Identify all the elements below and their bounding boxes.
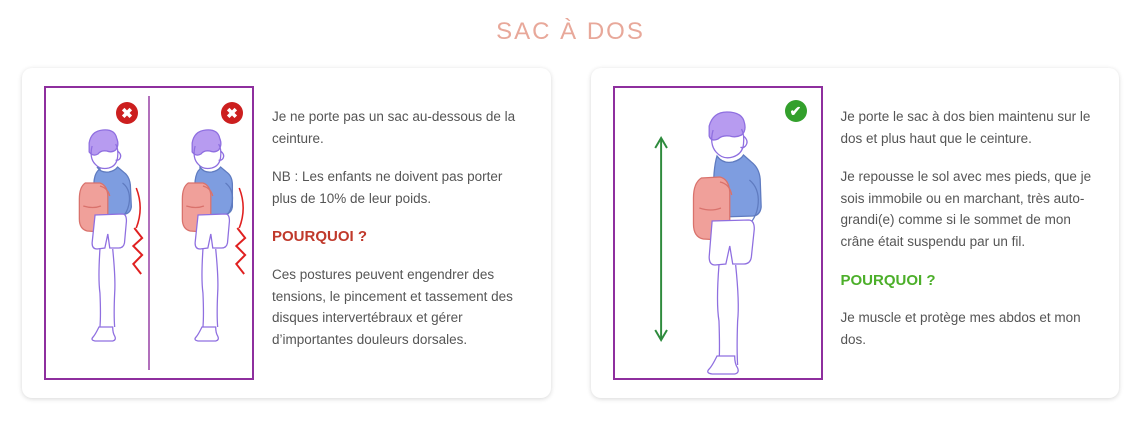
good-posture-text [841, 86, 1098, 380]
paragraph: Je muscle et protège mes abdos et mon dos. [840, 310, 1081, 348]
bad-posture-card [22, 68, 551, 398]
paragraph: Ces postures peuvent engendrer des tensions, le pincement et tassement des disques intervertébraux et gérer d’importantes douleurs dorsales. [272, 266, 513, 348]
child-backpack-correct-illustration [613, 86, 823, 380]
why-heading: POURQUOI ? [272, 228, 368, 246]
bad-posture-text [272, 86, 529, 380]
paragraph: NB : Les enfants ne doivent pas porter plus de 10% de leur poids. [272, 168, 503, 206]
good-posture-card [591, 68, 1120, 398]
page-title: SAC À DOS [496, 18, 645, 45]
paragraph: Je porte le sac à dos bien maintenu sur le dos et plus haut que le ceinture. [840, 109, 1091, 146]
good-posture-drawing [615, 88, 821, 378]
paragraph: Je repousse le sol avec mes pieds, que je sois immobile ou en marchant, très auto-grandi(e) comme si le sommet de mon crâne était suspendu par un fil. [840, 168, 1092, 250]
why-heading: POURQUOI ? [840, 272, 936, 290]
page-root [0, 18, 1141, 442]
bad-posture-drawing [46, 88, 252, 378]
paragraph: Je ne porte pas un sac au-dessous de la ceinture. [272, 109, 516, 146]
check-icon: ✔ [785, 100, 807, 122]
cards-container [0, 46, 1141, 398]
cross-icon: ✖ [116, 102, 138, 124]
two-children-backpack-low-illustration [44, 86, 254, 380]
cross-icon: ✖ [221, 102, 243, 124]
